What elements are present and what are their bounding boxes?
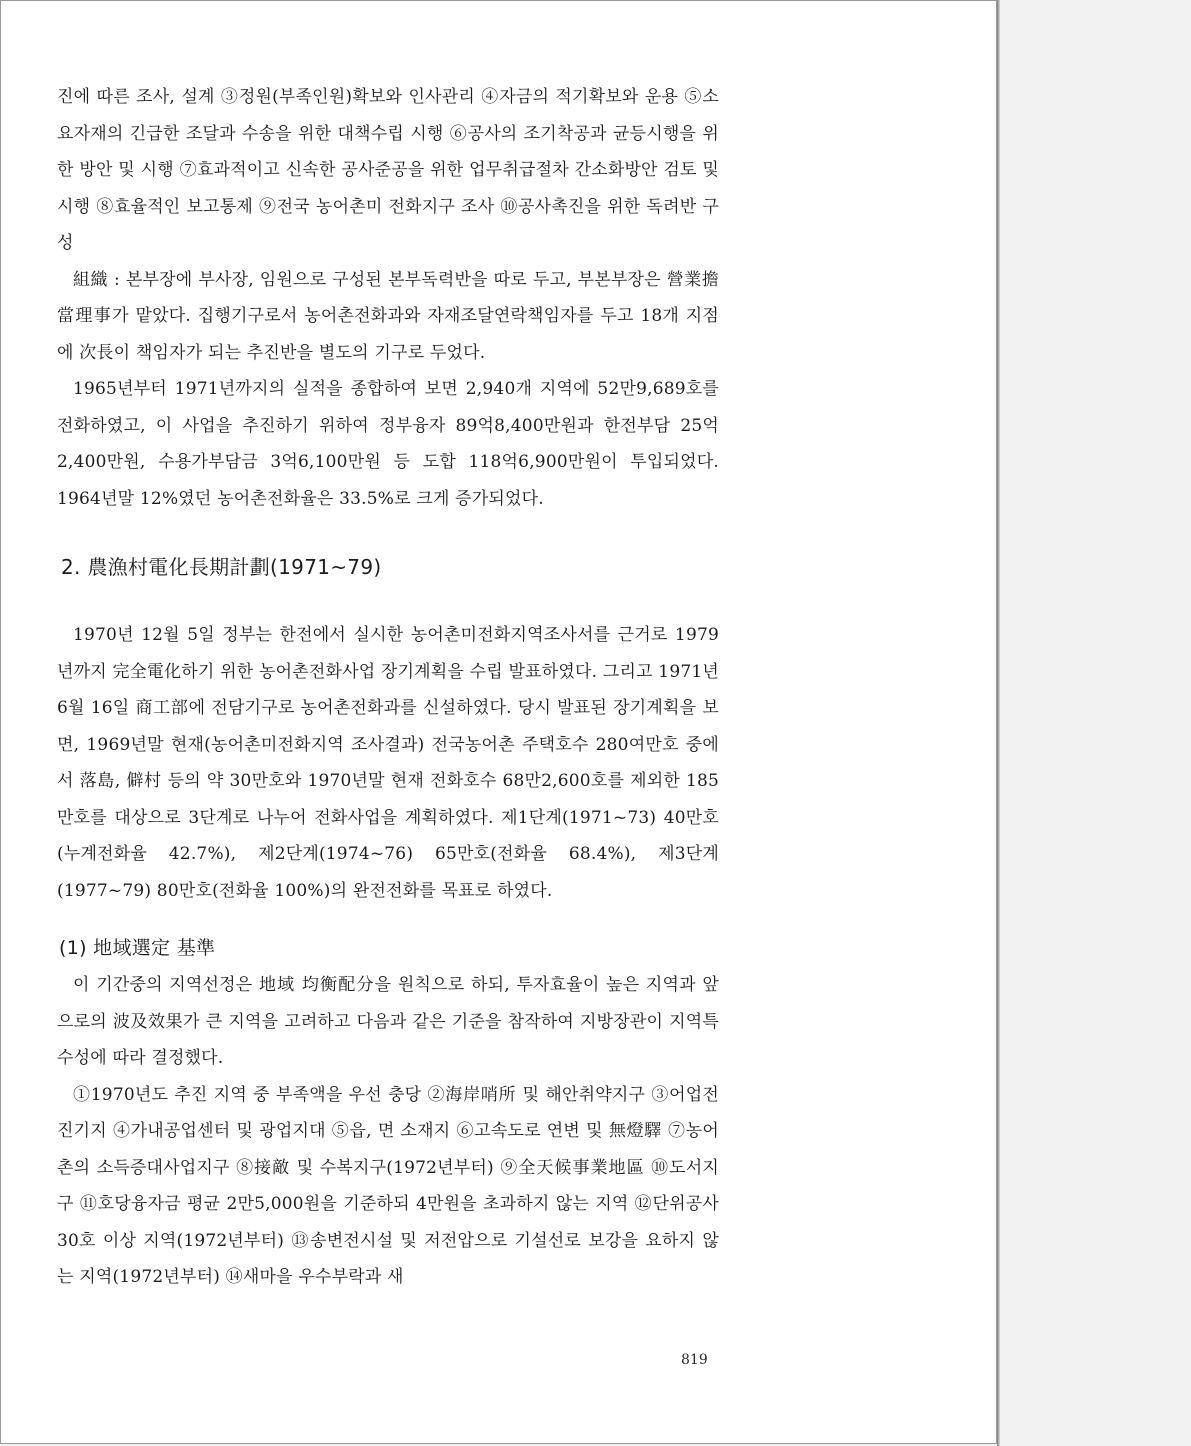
page-content — [57, 79, 719, 1296]
page-edge-shadow — [997, 0, 1000, 1446]
paragraph-survey-items: 진에 따른 조사, 설계 ③정원(부족인원)확보와 인사관리 ④자금의 적기확보와 운용 ⑤소요자재의 긴급한 조달과 수송을 위한 대책수립 시행 ⑥공사의 조기착공과 균등시행을 위한 방안 및 시행 ⑦효과적이고 신속한 공사준공을 위한 업무취급절차 간소화방안 검토 및 시행 ⑧효율적인 보고통제 ⑨전국 농어촌미 전화지구 조사 ⑩공사촉진을 위한 독려반 구성 — [57, 87, 719, 253]
paragraph-organization: 組織 : 본부장에 부사장, 임원으로 구성된 본부독력반을 따로 두고, 부본부장은 營業擔當理事가 맡았다. 집행기구로서 농어촌전화과와 자재조달연락책임자를 두고 18개 지점에 次長이 책임자가 되는 추진반을 별도의 기구로 두었다. — [57, 269, 719, 363]
subsection-title-area-selection: (1) 地域選定 基準 — [59, 937, 216, 959]
page-number: 819 — [681, 1352, 708, 1368]
paragraph-area-selection-principle: 이 기간중의 지역선정은 地域 均衡配分을 원칙으로 하되, 투자효율이 높은 지역과 앞으로의 波及效果가 큰 지역을 고려하고 다음과 같은 기준을 참작하여 지방장관이 지역특수성에 따라 결정했다. — [57, 975, 719, 1068]
paragraph-area-selection-criteria: ①1970년도 추진 지역 중 부족액을 우선 충당 ②海岸哨所 및 해안취약지구 ③어업전진기지 ④가내공업센터 및 광업지대 ⑤읍, 면 소재지 ⑥고속도로 연변 및 無燈驛 ⑦농어촌의 소득증대사업지구 ⑧接敵 및 수복지구(1972년부터) ⑨全天候事業地區 ⑩도서지구 ⑪호당융자금 평균 2만5,000원을 기준하되 4만원을 초과하지 않는 지역 ⑫단위공사 30호 이상 지역(1972년부터) ⑬송변전시설 및 저전압으로 기설선로 보강을 요하지 않는 지역(1972년부터) ⑭새마을 우수부락과 새 — [57, 1084, 719, 1287]
section-title-long-term-plan: 2. 農漁村電化長期計劃(1971~79) — [61, 555, 382, 579]
paragraph-long-term-plan: 1970년 12월 5일 정부는 한전에서 실시한 농어촌미전화지역조사서를 근거로 1979년까지 完全電化하기 위한 농어촌전화사업 장기계획을 수립 발표하였다. 그리고 1971년 6월 16일 商工部에 전담기구로 농어촌전화과를 신설하였다. 당시 발표된 장기계획을 보면, 1969년말 현재(농어촌미전화지역 조사결과) 전국농어촌 주택호수 280여만호 중에서 落島, 僻村 등의 약 30만호와 1970년말 현재 전화호수 68만2,600호를 제외한 185만호를 대상으로 3단계로 나누어 전화사업을 계획하였다. 제1단계(1971~73) 40만호(누계전화율 42.7%), 제2단계(1974~76) 65만호(전화율 68.4%), 제3단계(1977~79) 80만호(전화율 100%)의 완전전화를 목표로 하였다. — [57, 625, 719, 901]
paragraph-results-1965-1971: 1965년부터 1971년까지의 실적을 종합하여 보면 2,940개 지역에 52만9,689호를 전화하였고, 이 사업을 추진하기 위하여 정부융자 89억8,400만원과 한전부담 25억2,400만원, 수용가부담금 3억6,100만원 등 도합 118억6,900만원이 투입되었다. 1964년말 12%였던 농어촌전화율은 33.5%로 크게 증가되었다. — [57, 379, 719, 509]
